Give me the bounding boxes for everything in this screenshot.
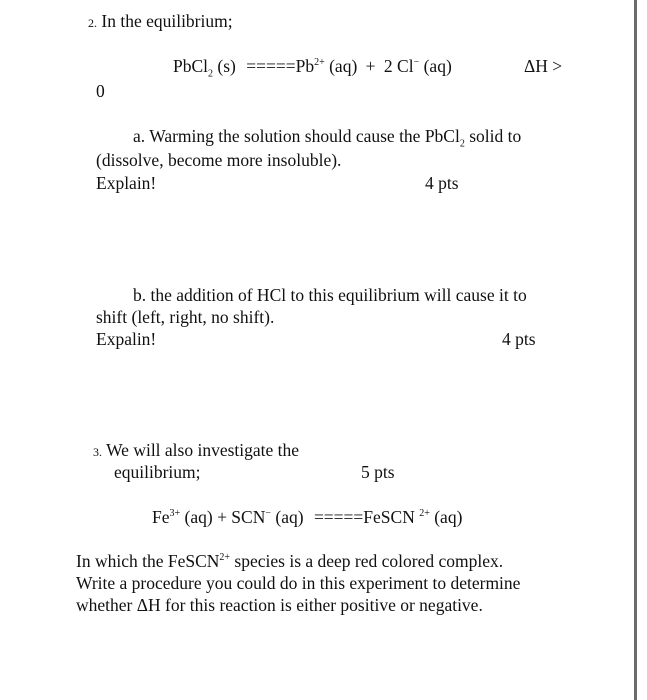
question-3-paragraph-line-2: Write a procedure you could do in this experiment to determine bbox=[76, 573, 521, 593]
reactant: PbCl bbox=[173, 56, 209, 76]
reactant-state: (s) bbox=[217, 56, 236, 76]
part-a-line-1 bbox=[133, 125, 522, 150]
equilibrium-arrow: ===== bbox=[246, 56, 296, 76]
question-number: 2. bbox=[88, 16, 97, 30]
part-b-line-1: b. the addition of HCl to this equilibrium will cause it to bbox=[133, 285, 527, 305]
delta-h-zero: 0 bbox=[96, 81, 105, 101]
product-1: Pb bbox=[295, 56, 315, 76]
part-b-points: 4 pts bbox=[502, 329, 536, 349]
part-a-line-2: (dissolve, become more insoluble). bbox=[96, 150, 342, 170]
part-a-points: 4 pts bbox=[425, 173, 459, 193]
question-3-points: 5 pts bbox=[361, 462, 395, 482]
part-b-line-2: shift (left, right, no shift). bbox=[96, 307, 275, 327]
paragraph-text-suffix: species is a deep red colored complex. bbox=[230, 551, 504, 571]
product: FeSCN bbox=[363, 507, 415, 527]
plus-sign: + bbox=[365, 56, 376, 76]
paragraph-text: In which the FeSCN bbox=[76, 551, 220, 571]
question-title: In the equilibrium; bbox=[101, 11, 233, 31]
reactant-2-charge: − bbox=[265, 508, 271, 520]
equilibrium-arrow: ===== bbox=[313, 507, 364, 527]
question-number: 3. bbox=[93, 445, 102, 459]
question-3-paragraph-line-3: whether ΔH for this reaction is either positive or negative. bbox=[76, 595, 483, 615]
question-3-text: We will also investigate the bbox=[106, 440, 300, 460]
product-1-state: (aq) bbox=[329, 56, 358, 76]
product-state: (aq) bbox=[434, 507, 463, 527]
product-2-charge: − bbox=[413, 57, 420, 69]
product-2: Cl bbox=[397, 56, 414, 76]
delta-h-label: ΔH > bbox=[524, 56, 563, 76]
equilibrium-equation-1 bbox=[173, 55, 452, 80]
part-b-explain: Expalin! bbox=[96, 329, 157, 349]
part-a-text-suffix: solid to bbox=[464, 126, 522, 146]
product-2-state: (aq) bbox=[423, 56, 452, 76]
page-edge-divider bbox=[634, 0, 637, 700]
product-1-charge: 2+ bbox=[314, 57, 325, 69]
part-a-subscript: 2 bbox=[459, 138, 465, 150]
question-3-line-2: equilibrium; bbox=[114, 462, 201, 482]
question-2-heading bbox=[88, 10, 233, 34]
reactant-subscript: 2 bbox=[208, 68, 214, 80]
paragraph-charge: 2+ bbox=[219, 552, 231, 564]
reactant-1-state: (aq) + SCN bbox=[184, 507, 266, 527]
question-3-paragraph-line-1 bbox=[76, 550, 503, 572]
product-charge: 2+ bbox=[419, 508, 430, 520]
part-a-text: a. Warming the solution should cause the PbCl bbox=[133, 126, 460, 146]
question-3-line-1 bbox=[93, 439, 299, 463]
equilibrium-equation-2 bbox=[152, 506, 462, 528]
reactant-1-charge: 3+ bbox=[169, 508, 181, 520]
reactant-1: Fe bbox=[152, 507, 170, 527]
product-2-coefficient: 2 bbox=[383, 56, 393, 76]
part-a-explain: Explain! bbox=[96, 173, 157, 193]
reactant-2-state: (aq) bbox=[275, 507, 304, 527]
